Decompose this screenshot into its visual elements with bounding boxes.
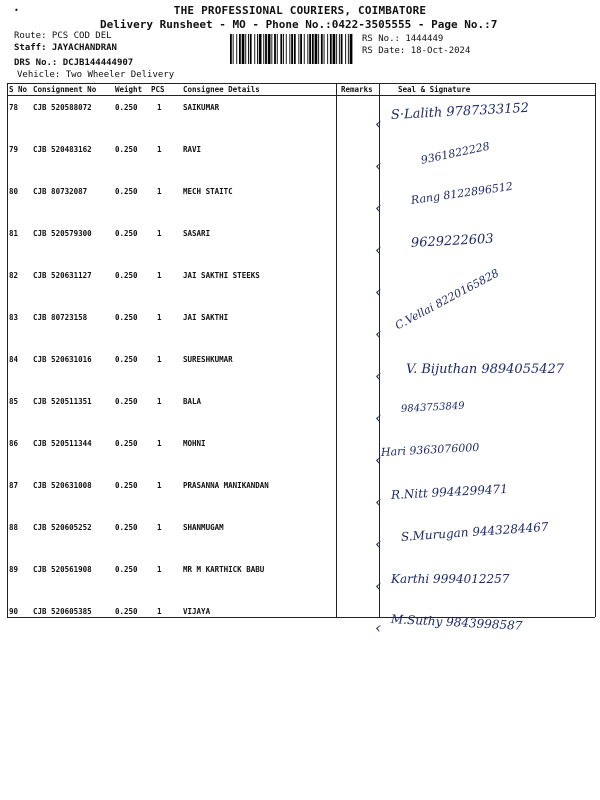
- consignment-cell: CJB 520631008: [33, 481, 92, 490]
- consignment-cell: CJB 520579300: [33, 229, 92, 238]
- rs-number: RS No.: 1444449: [362, 34, 444, 44]
- consignee-cell: VIJAYA: [183, 607, 211, 616]
- sno-cell: 90: [9, 607, 19, 616]
- table-row: [7, 348, 595, 390]
- vehicle-label: Vehicle: Two Wheeler Delivery: [17, 70, 175, 80]
- weight-cell: 0.250: [115, 481, 138, 490]
- barcode-image: [230, 34, 354, 64]
- weight-cell: 0.250: [115, 439, 138, 448]
- col-pcs-header: PCS: [151, 85, 165, 94]
- route-label: Route: PCS COD DEL: [14, 31, 112, 41]
- handwritten-signature: 9629222603: [410, 231, 494, 251]
- table-row: [7, 432, 595, 474]
- table-row: [7, 474, 595, 516]
- table-right-border: [595, 83, 596, 617]
- sno-cell: 89: [9, 565, 19, 574]
- pcs-cell: 1: [157, 145, 162, 154]
- sno-cell: 81: [9, 229, 19, 238]
- corner-mark: •: [14, 6, 19, 15]
- pen-mark-icon: ‹: [375, 282, 382, 301]
- handwritten-signature: 9843753849: [400, 400, 465, 415]
- consignment-cell: CJB 520631127: [33, 271, 92, 280]
- consignee-cell: SHANMUGAM: [183, 523, 224, 532]
- weight-cell: 0.250: [115, 397, 138, 406]
- consignee-cell: MOHNI: [183, 439, 206, 448]
- table-top-rule: [7, 83, 595, 84]
- consignment-cell: CJB 520605252: [33, 523, 92, 532]
- pen-mark-icon: ‹: [375, 618, 382, 637]
- pen-mark-icon: ‹: [375, 492, 382, 511]
- sno-cell: 84: [9, 355, 19, 364]
- pcs-cell: 1: [157, 313, 162, 322]
- consignment-cell: CJB 80732087: [33, 187, 88, 196]
- pcs-cell: 1: [157, 229, 162, 238]
- table-row: [7, 96, 595, 138]
- pen-mark-icon: ‹: [375, 450, 382, 469]
- handwritten-signature: V. Bijuthan 9894055427: [406, 362, 565, 377]
- pcs-cell: 1: [157, 355, 162, 364]
- drs-number: DRS No.: DCJB144444907: [14, 58, 134, 68]
- handwritten-signature: 9361822228: [419, 139, 491, 167]
- col-remarks-header: Remarks: [341, 85, 373, 94]
- consignee-cell: MECH STAITC: [183, 187, 233, 196]
- handwritten-signature: Hari 9363076000: [380, 440, 480, 459]
- consignment-cell: CJB 520511351: [33, 397, 92, 406]
- weight-cell: 0.250: [115, 103, 138, 112]
- consignee-cell: JAI SAKTHI STEEKS: [183, 271, 260, 280]
- sno-cell: 87: [9, 481, 19, 490]
- weight-cell: 0.250: [115, 271, 138, 280]
- weight-cell: 0.250: [115, 313, 138, 322]
- col-sno-header: S No: [9, 85, 28, 94]
- col-seal-header: Seal & Signature: [398, 85, 471, 94]
- handwritten-signature: Rang 8122896512: [410, 179, 514, 207]
- weight-cell: 0.250: [115, 229, 138, 238]
- sno-cell: 85: [9, 397, 19, 406]
- consignee-cell: MR M KARTHICK BABU: [183, 565, 265, 574]
- pen-mark-icon: ‹: [375, 198, 382, 217]
- pcs-cell: 1: [157, 187, 162, 196]
- consignee-cell: SAIKUMAR: [183, 103, 220, 112]
- sno-cell: 78: [9, 103, 19, 112]
- sno-cell: 82: [9, 271, 19, 280]
- consignment-cell: CJB 520631016: [33, 355, 92, 364]
- pen-mark-icon: ‹: [375, 576, 382, 595]
- weight-cell: 0.250: [115, 607, 138, 616]
- consignee-cell: JAI SAKTHI: [183, 313, 229, 322]
- pcs-cell: 1: [157, 565, 162, 574]
- weight-cell: 0.250: [115, 355, 138, 364]
- col-weight-header: Weight: [115, 85, 143, 94]
- handwritten-signature: Karthi 9994012257: [391, 572, 510, 586]
- pen-mark-icon: ‹: [375, 534, 382, 553]
- runsheet-subtitle: Delivery Runsheet - MO - Phone No.:0422-3505555 - Page No.:7: [100, 18, 498, 31]
- pcs-cell: 1: [157, 397, 162, 406]
- pen-mark-icon: ‹: [375, 156, 382, 175]
- pcs-cell: 1: [157, 607, 162, 616]
- pcs-cell: 1: [157, 103, 162, 112]
- sno-cell: 80: [9, 187, 19, 196]
- pen-mark-icon: ‹: [375, 408, 382, 427]
- pen-mark-icon: ‹: [375, 240, 382, 259]
- consignment-cell: CJB 520561908: [33, 565, 92, 574]
- weight-cell: 0.250: [115, 523, 138, 532]
- consignee-cell: BALA: [183, 397, 202, 406]
- weight-cell: 0.250: [115, 187, 138, 196]
- table-row: [7, 138, 595, 180]
- consignment-cell: CJB 520511344: [33, 439, 92, 448]
- pcs-cell: 1: [157, 523, 162, 532]
- table-row: [7, 600, 595, 642]
- table-row: [7, 390, 595, 432]
- handwritten-signature: R.Nitt 9944299471: [390, 481, 509, 502]
- sno-cell: 88: [9, 523, 19, 532]
- handwritten-signature: M.Suthy 9843998587: [390, 612, 523, 633]
- pcs-cell: 1: [157, 439, 162, 448]
- col-consignment-header: Consignment No: [33, 85, 97, 94]
- consignment-cell: CJB 520588072: [33, 103, 92, 112]
- pen-mark-icon: ‹: [375, 366, 382, 385]
- pcs-cell: 1: [157, 271, 162, 280]
- weight-cell: 0.250: [115, 565, 138, 574]
- pen-mark-icon: ‹: [375, 114, 382, 133]
- pen-mark-icon: ‹: [375, 324, 382, 343]
- col-consignee-header: Consignee Details: [183, 85, 260, 94]
- company-title: THE PROFESSIONAL COURIERS, COIMBATORE: [173, 4, 427, 17]
- table-row: [7, 558, 595, 600]
- consignment-cell: CJB 520605385: [33, 607, 92, 616]
- handwritten-signature: C.Vellai 8220165828: [392, 266, 502, 333]
- consignee-cell: PRASANNA MANIKANDAN: [183, 481, 269, 490]
- consignee-cell: RAVI: [183, 145, 202, 154]
- sno-cell: 83: [9, 313, 19, 322]
- handwritten-signature: S.Murugan 9443284467: [400, 519, 549, 544]
- consignment-cell: CJB 520483162: [33, 145, 92, 154]
- table-row: [7, 222, 595, 264]
- weight-cell: 0.250: [115, 145, 138, 154]
- pcs-cell: 1: [157, 481, 162, 490]
- sno-cell: 86: [9, 439, 19, 448]
- table-row: [7, 180, 595, 222]
- consignee-cell: SASARI: [183, 229, 211, 238]
- table-row: [7, 264, 595, 306]
- consignment-cell: CJB 80723158: [33, 313, 88, 322]
- staff-label: Staff: JAYACHANDRAN: [14, 43, 117, 53]
- table-row: [7, 516, 595, 558]
- handwritten-signature: S·Lalith 9787333152: [390, 100, 530, 123]
- rs-date: RS Date: 18-Oct-2024: [362, 46, 471, 56]
- sno-cell: 79: [9, 145, 19, 154]
- consignee-cell: SURESHKUMAR: [183, 355, 233, 364]
